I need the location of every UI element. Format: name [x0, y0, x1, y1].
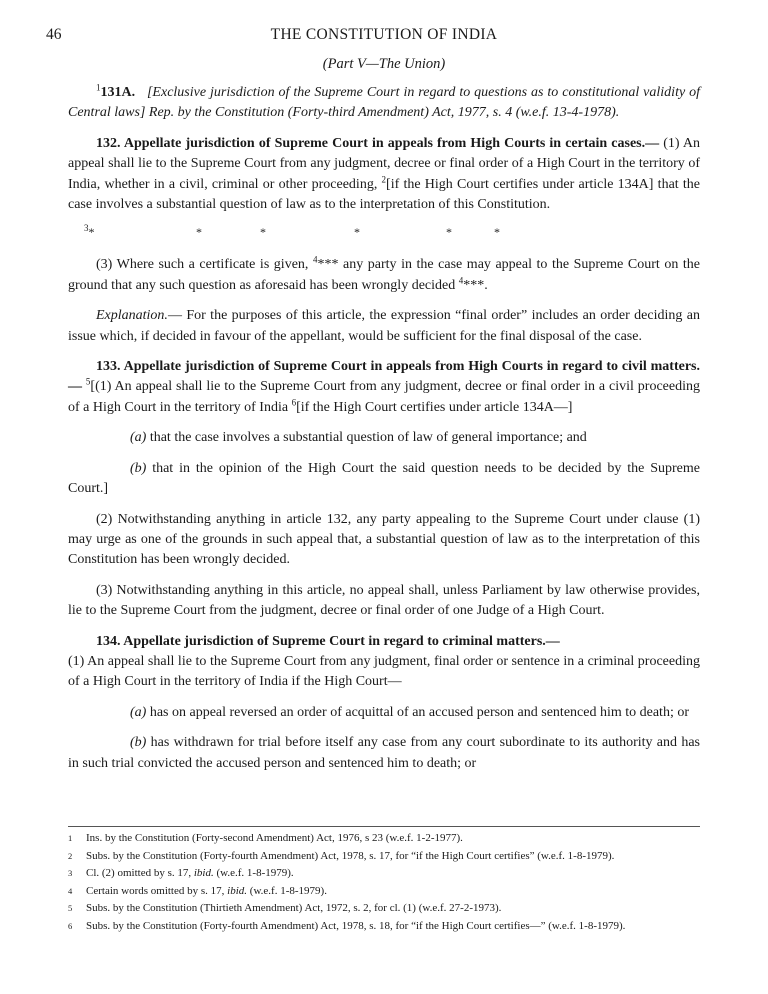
- footnote: 6 Subs. by the Constitution (Forty-fourth Amendment) Act, 1978, s. 18, for “if the High Court certifies—” (w.e.f. 1-8-1979).: [68, 919, 626, 932]
- clause-text: (3) Where such a certificate is given,: [96, 257, 313, 273]
- star: *: [354, 225, 360, 240]
- article-heading: 133. Appellate jurisdiction of Supreme Court in appeals from High Courts in regard to civil matters.—: [68, 359, 700, 395]
- clause-text: has on appeal reversed an order of acquittal of an accused person and sentenced him to death; or: [146, 704, 689, 720]
- star: *: [260, 225, 266, 240]
- clause-text: .: [484, 277, 488, 293]
- footnote-ref: 2: [381, 173, 387, 184]
- article-132: [68, 134, 700, 216]
- star: *: [494, 225, 500, 240]
- clause-label: (a): [130, 430, 147, 446]
- footnote: 2 Subs. by the Constitution (Forty-fourth Amendment) Act, 1978, s. 17, for “if the High Court certifies” (w.e.f. 1-8-1979).: [68, 849, 615, 862]
- clause-text: has withdrawn for trial before itself any case from any court subordinate to its authority and has in such trial convicted the accused person and sentenced him to death; or: [68, 735, 700, 771]
- explanation-text: — For the purposes of this article, the expression “final order” includes an order deciding an issue which, if decided in favour of the appellant, would be sufficient for the final disposal of the case.: [68, 308, 700, 344]
- footnote-ref: 5: [85, 376, 91, 387]
- article-text: (1) An appeal shall lie to the Supreme Court from any judgment, decree or final order of a High Court in the territory of India, whether in a civil, criminal or other proceeding,: [68, 135, 700, 192]
- footnote-ref: 1: [96, 82, 101, 93]
- article-132-clause-3: [68, 255, 700, 296]
- star: *: [196, 225, 202, 240]
- article-133: [68, 357, 700, 418]
- article-text: [(1) An appeal shall lie to the Supreme Court from any judgment, decree or final order in a civil proceeding of a High Court in the territory of India: [68, 379, 701, 415]
- footnote-ref: 4: [312, 254, 318, 265]
- omission-stars: ***: [463, 277, 485, 293]
- footnotes: [68, 826, 700, 936]
- footnote: 4 Certain words omitted by s. 17, ibid. (w.e.f. 1-8-1979).: [68, 884, 327, 897]
- article-134-clause-a: [68, 703, 700, 723]
- page-body: [46, 26, 701, 784]
- page-header: [46, 26, 700, 48]
- article-133-clause-2: (2) Notwithstanding anything in article 132, any party appealing to the Supreme Court under clause (1) may urge as one of the grounds in such appeal that, a substantial question of law as to the interpretation of this Constitution has been wrongly decided.: [68, 511, 700, 568]
- explanation: [68, 306, 700, 347]
- article-text: [Exclusive jurisdiction of the Supreme Court in regard to questions as to constitutional validity of Central laws]: [68, 85, 701, 121]
- clause-text: that in the opinion of the High Court the said question needs to be decided by the Supreme Court.]: [68, 460, 700, 497]
- article-134-clause-1: (1) An appeal shall lie to the Supreme Court from any judgment, final order or sentence in a criminal proceeding of a High Court in the territory of India if the High Court—: [68, 653, 700, 690]
- article-text: [if the High Court certifies under article 134A] that the case involves a substantial question of law as to the interpretation of this Constitution.: [68, 176, 700, 213]
- article-134-clause-b: [68, 733, 700, 774]
- footnote-ref: 3: [84, 223, 89, 234]
- clause-text: any party in the case may appeal to the Supreme Court on the ground that any such question as aforesaid has been wrongly decided: [68, 257, 700, 293]
- article-heading: 134. Appellate jurisdiction of Supreme Court in regard to criminal matters.—: [96, 633, 560, 649]
- part-subtitle: (Part V—The Union): [322, 56, 446, 72]
- footnote: 3 Cl. (2) omitted by s. 17, ibid. (w.e.f. 1-8-1979).: [68, 867, 294, 879]
- article-number: 131A.: [100, 85, 136, 100]
- footnote: 5 Subs. by the Constitution (Thirtieth Amendment) Act, 1972, s. 2, for cl. (1) (w.e.f. 27-2-1973).: [68, 902, 502, 914]
- footnote: 1 Ins. by the Constitution (Forty-second Amendment) Act, 1976, s 23 (w.e.f. 1-2-1977).: [68, 832, 463, 844]
- article-134-heading: [68, 632, 700, 652]
- clause-label: (a): [130, 704, 147, 720]
- footnote-ref: 4: [458, 275, 464, 286]
- explanation-label: Explanation.: [96, 308, 168, 324]
- article-text: [if the High Court certifies under article 134A—]: [296, 399, 573, 415]
- article-133-clause-3: (3) Notwithstanding anything in this article, no appeal shall, unless Parliament by law otherwise provides, lie to the Supreme Court from the judgment, decree or final order of one Judge of a High Court.: [68, 582, 700, 619]
- article-133-clause-a: [68, 428, 700, 448]
- page-number: 46: [46, 26, 62, 43]
- star: *: [88, 225, 95, 240]
- clause-text: that the case involves a substantial question of law of general importance; and: [146, 430, 587, 446]
- clause-label: (b): [130, 460, 147, 476]
- star: *: [446, 225, 452, 240]
- article-131a: [68, 83, 700, 124]
- article-133-clause-b: [68, 459, 700, 500]
- footnote-ref: 6: [291, 397, 297, 408]
- article-heading: 132. Appellate jurisdiction of Supreme Court in appeals from High Courts in certain cases.—: [96, 135, 660, 151]
- omission-stars: [68, 225, 700, 243]
- clause-label: (b): [130, 735, 147, 751]
- omission-stars: ***: [317, 257, 339, 273]
- article-text: Rep. by the Constitution (Forty-third Amendment) Act, 1977, s. 4 (w.e.f. 13-4-1978).: [148, 105, 620, 121]
- running-title: THE CONSTITUTION OF INDIA: [270, 26, 498, 43]
